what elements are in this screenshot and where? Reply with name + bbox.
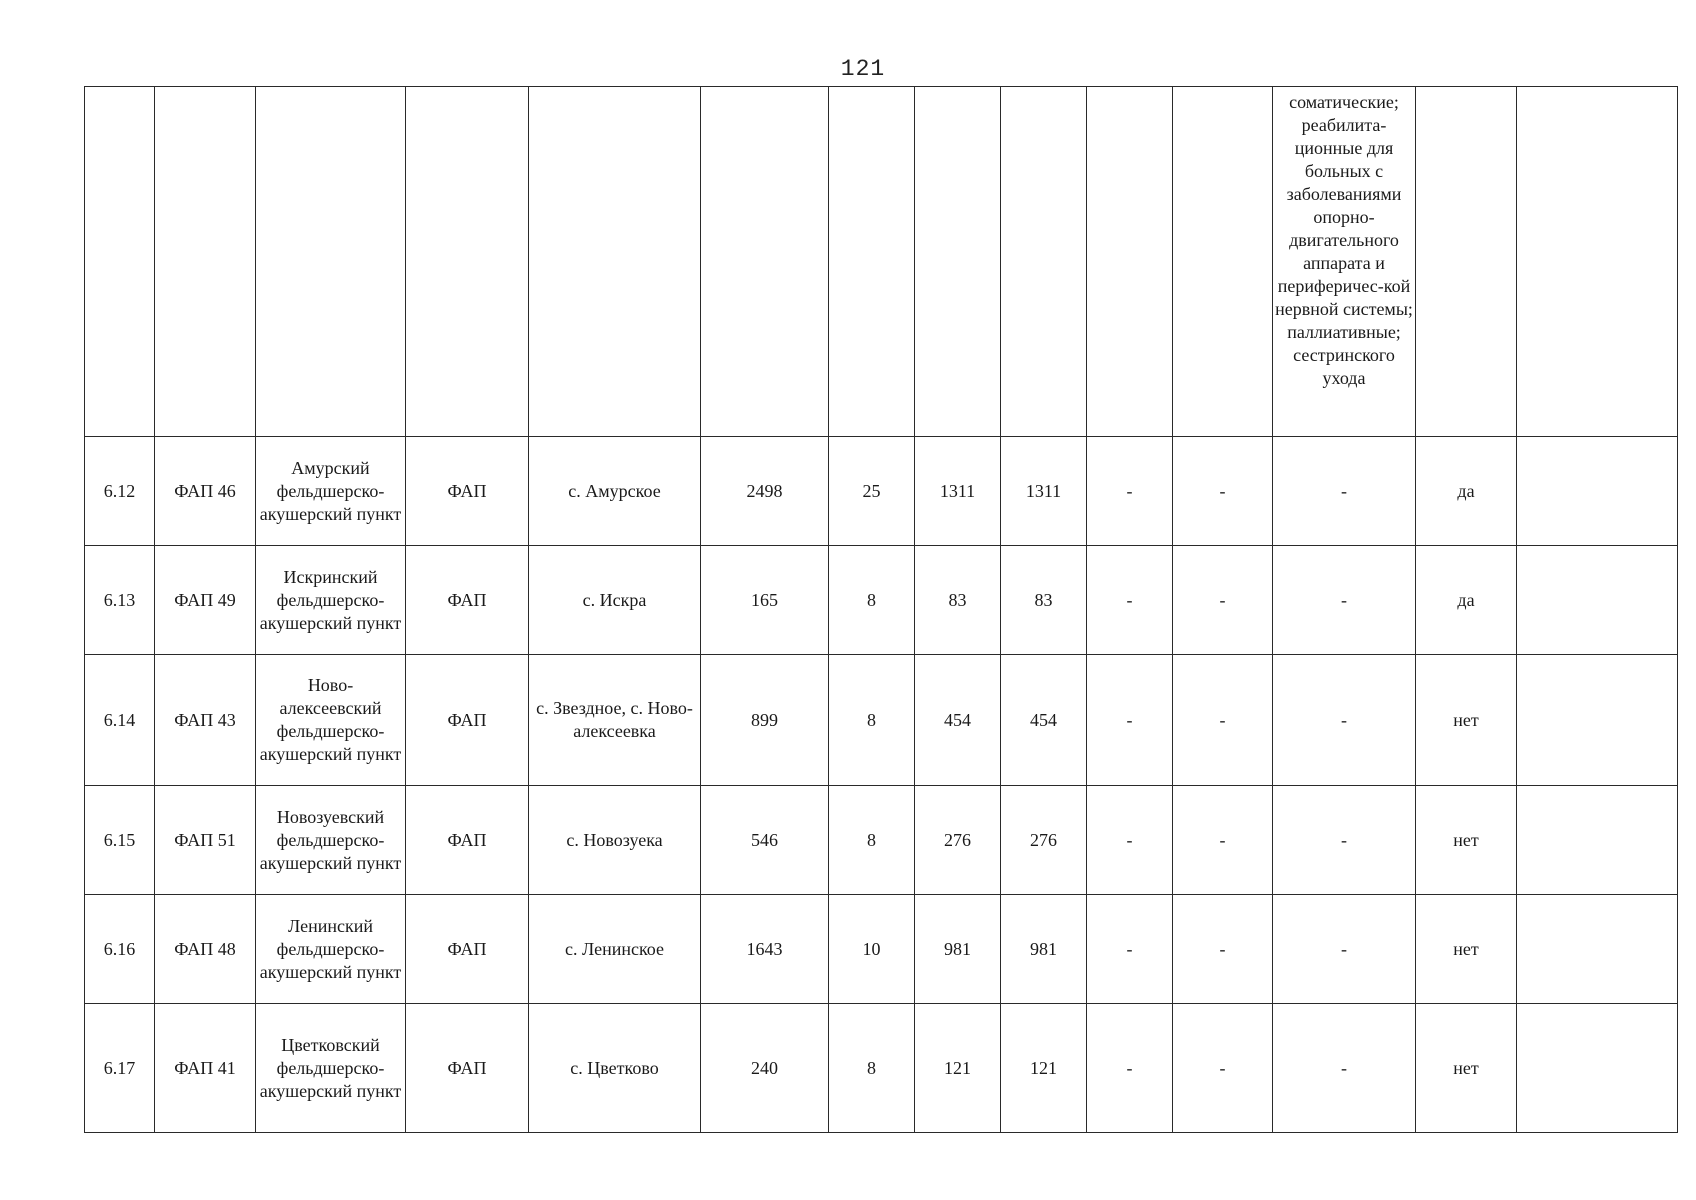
table-cell <box>1087 87 1173 437</box>
facility-type-cell: ФАП <box>406 655 529 786</box>
yes-no-cell: нет <box>1416 786 1517 895</box>
value-cell: 454 <box>1001 655 1087 786</box>
yes-no-cell: да <box>1416 546 1517 655</box>
value-cell: - <box>1087 655 1173 786</box>
facility-type-cell: ФАП <box>406 786 529 895</box>
value-cell: - <box>1087 786 1173 895</box>
table-cell <box>85 87 155 437</box>
row-number-cell: 6.17 <box>85 1004 155 1133</box>
care-profiles-text: соматические; реабилита-ционные для больных с заболеваниями опорно-двигательного аппарата и периферичес-кой нервной системы; паллиативные; сестринского ухода <box>1275 92 1413 388</box>
facility-type-cell: ФАП <box>406 546 529 655</box>
value-cell: 981 <box>915 895 1001 1004</box>
row-number-cell: 6.16 <box>85 895 155 1004</box>
facility-name-cell: Ново-алексеевский фельдшерско-акушерский пункт <box>256 655 406 786</box>
value-cell: 25 <box>829 437 915 546</box>
value-cell: 1311 <box>1001 437 1087 546</box>
facility-name-cell: Ленинский фельдшерско-акушерский пункт <box>256 895 406 1004</box>
table-cell <box>1001 87 1087 437</box>
table-row <box>85 655 1678 786</box>
value-cell: 83 <box>1001 546 1087 655</box>
locality-cell: с. Цветково <box>529 1004 701 1133</box>
yes-no-cell: нет <box>1416 1004 1517 1133</box>
table-cell <box>701 87 829 437</box>
row-number-cell: 6.15 <box>85 786 155 895</box>
value-cell: - <box>1173 437 1273 546</box>
row-number-cell: 6.12 <box>85 437 155 546</box>
facility-code-cell: ФАП 51 <box>155 786 256 895</box>
row-number-cell: 6.14 <box>85 655 155 786</box>
locality-cell: с. Амурское <box>529 437 701 546</box>
facility-type-cell: ФАП <box>406 1004 529 1133</box>
facility-code-cell: ФАП 49 <box>155 546 256 655</box>
facility-code-cell: ФАП 48 <box>155 895 256 1004</box>
value-cell: 83 <box>915 546 1001 655</box>
value-cell: - <box>1173 1004 1273 1133</box>
population-cell: 165 <box>701 546 829 655</box>
population-cell: 899 <box>701 655 829 786</box>
value-cell: - <box>1173 546 1273 655</box>
table-row <box>85 437 1678 546</box>
table-cell <box>1517 655 1678 786</box>
page-number: 121 <box>840 56 886 82</box>
locality-cell: с. Новозуека <box>529 786 701 895</box>
yes-no-cell: да <box>1416 437 1517 546</box>
locality-cell: с. Искра <box>529 546 701 655</box>
facility-code-cell: ФАП 43 <box>155 655 256 786</box>
value-cell: 454 <box>915 655 1001 786</box>
value-cell: - <box>1087 546 1173 655</box>
value-cell: 8 <box>829 1004 915 1133</box>
table-cell <box>155 87 256 437</box>
yes-no-cell: нет <box>1416 895 1517 1004</box>
locality-cell: с. Звездное, с. Ново-алексеевка <box>529 655 701 786</box>
value-cell: 121 <box>1001 1004 1087 1133</box>
table-cell <box>1517 786 1678 895</box>
population-cell: 240 <box>701 1004 829 1133</box>
value-cell: - <box>1173 655 1273 786</box>
table-cell <box>406 87 529 437</box>
table-cell <box>529 87 701 437</box>
table-cell <box>1517 1004 1678 1133</box>
table-cell <box>1416 87 1517 437</box>
value-cell: 276 <box>1001 786 1087 895</box>
value-cell: - <box>1173 895 1273 1004</box>
value-cell: 276 <box>915 786 1001 895</box>
header-continuation-row <box>85 87 1678 437</box>
facility-name-cell: Искринский фельдшерско-акушерский пункт <box>256 546 406 655</box>
value-cell: - <box>1273 655 1416 786</box>
value-cell: - <box>1273 546 1416 655</box>
value-cell: - <box>1273 1004 1416 1133</box>
value-cell: - <box>1087 437 1173 546</box>
value-cell: 10 <box>829 895 915 1004</box>
value-cell: - <box>1173 786 1273 895</box>
facility-code-cell: ФАП 41 <box>155 1004 256 1133</box>
row-number-cell: 6.13 <box>85 546 155 655</box>
value-cell: 8 <box>829 655 915 786</box>
yes-no-cell: нет <box>1416 655 1517 786</box>
value-cell: 1311 <box>915 437 1001 546</box>
value-cell: 121 <box>915 1004 1001 1133</box>
value-cell: - <box>1087 1004 1173 1133</box>
facility-name-cell: Новозуевский фельдшерско-акушерский пункт <box>256 786 406 895</box>
table-row <box>85 1004 1678 1133</box>
care-profiles-cell <box>1273 87 1416 437</box>
table-cell <box>829 87 915 437</box>
table-cell <box>256 87 406 437</box>
table-cell <box>1517 87 1678 437</box>
table-row <box>85 895 1678 1004</box>
value-cell: 8 <box>829 546 915 655</box>
table-cell <box>1517 546 1678 655</box>
table-cell <box>1517 437 1678 546</box>
table-cell <box>1517 895 1678 1004</box>
value-cell: 981 <box>1001 895 1087 1004</box>
locality-cell: с. Ленинское <box>529 895 701 1004</box>
table-row <box>85 546 1678 655</box>
value-cell: 8 <box>829 786 915 895</box>
value-cell: - <box>1273 786 1416 895</box>
value-cell: - <box>1273 895 1416 1004</box>
table-cell <box>1173 87 1273 437</box>
table-cell <box>915 87 1001 437</box>
facility-name-cell: Амурский фельдшерско-акушерский пункт <box>256 437 406 546</box>
population-cell: 1643 <box>701 895 829 1004</box>
population-cell: 2498 <box>701 437 829 546</box>
population-cell: 546 <box>701 786 829 895</box>
facility-code-cell: ФАП 46 <box>155 437 256 546</box>
facility-name-cell: Цветковский фельдшерско-акушерский пункт <box>256 1004 406 1133</box>
value-cell: - <box>1087 895 1173 1004</box>
table-row <box>85 786 1678 895</box>
facilities-table <box>84 86 1678 1133</box>
value-cell: - <box>1273 437 1416 546</box>
facility-type-cell: ФАП <box>406 437 529 546</box>
facility-type-cell: ФАП <box>406 895 529 1004</box>
